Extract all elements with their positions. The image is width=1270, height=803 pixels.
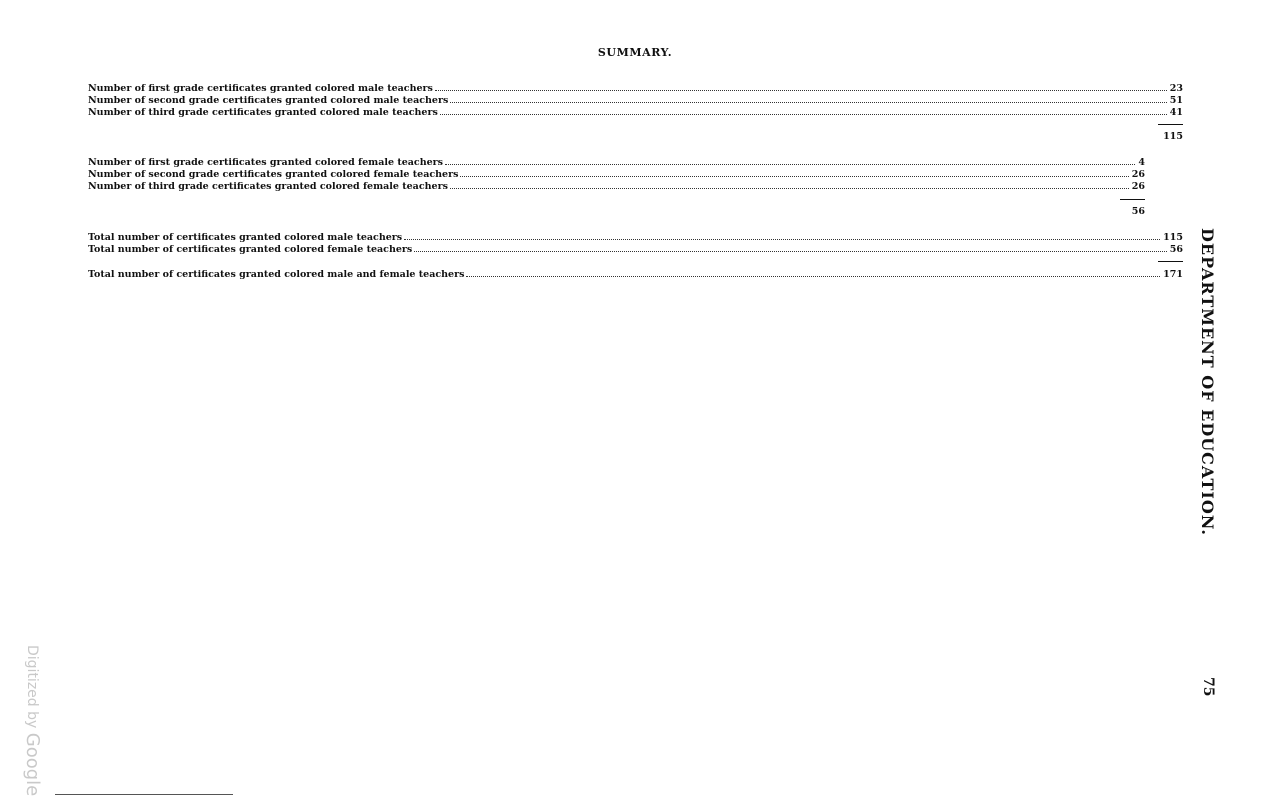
row-value: 41 — [1169, 107, 1183, 118]
table-row — [88, 231, 1183, 243]
dot-leader — [440, 114, 1167, 115]
row-value: 51 — [1169, 95, 1183, 106]
row-value: 26 — [1131, 169, 1145, 180]
footer-rule — [55, 794, 233, 795]
dot-leader — [414, 251, 1166, 252]
table-row — [88, 180, 1145, 192]
subtotal-rule — [1158, 124, 1183, 125]
dot-leader — [450, 102, 1166, 103]
row-label: Total number of certificates granted colored male teachers — [88, 232, 403, 243]
table-row — [88, 94, 1183, 106]
row-label: Number of third grade certificates granted colored female teachers — [88, 181, 448, 192]
row-value: 171 — [1163, 269, 1183, 280]
total-rule — [1158, 261, 1183, 262]
table-row — [88, 168, 1145, 180]
watermark-brand: Google — [22, 732, 43, 797]
dot-leader — [445, 164, 1135, 165]
digitized-watermark — [22, 645, 43, 796]
table-row — [88, 243, 1183, 255]
page-title: SUMMARY. — [597, 46, 673, 59]
subtotal-rule — [1120, 199, 1145, 200]
watermark-prefix: Digitized by — [24, 645, 40, 733]
row-label: Total number of certificates granted colored female teachers — [88, 244, 413, 255]
row-label: Number of second grade certificates granted colored female teachers — [88, 169, 459, 180]
row-value: 115 — [1163, 232, 1183, 243]
row-value: 56 — [1169, 244, 1183, 255]
row-value: 26 — [1131, 181, 1145, 192]
male-subtotal: 115 — [1163, 131, 1183, 142]
row-label: Number of third grade certificates granted colored male teachers — [88, 107, 438, 118]
page-number: 75 — [1200, 677, 1216, 697]
table-row — [88, 106, 1183, 118]
row-value: 4 — [1138, 157, 1145, 168]
dot-leader — [460, 176, 1128, 177]
row-label: Number of first grade certificates granted colored male teachers — [88, 83, 433, 94]
grand-total-row — [88, 268, 1183, 280]
row-label: Number of first grade certificates granted colored female teachers — [88, 157, 444, 168]
table-row — [88, 82, 1183, 94]
table-row — [88, 156, 1145, 168]
row-value: 23 — [1169, 83, 1183, 94]
running-head: DEPARTMENT OF EDUCATION. — [1198, 228, 1217, 536]
row-label: Number of second grade certificates granted colored male teachers — [88, 95, 449, 106]
female-subtotal: 56 — [1131, 206, 1145, 217]
dot-leader — [435, 90, 1167, 91]
dot-leader — [404, 239, 1160, 240]
dot-leader — [450, 188, 1129, 189]
row-label: Total number of certificates granted colored male and female teachers — [88, 269, 465, 280]
dot-leader — [466, 276, 1160, 277]
